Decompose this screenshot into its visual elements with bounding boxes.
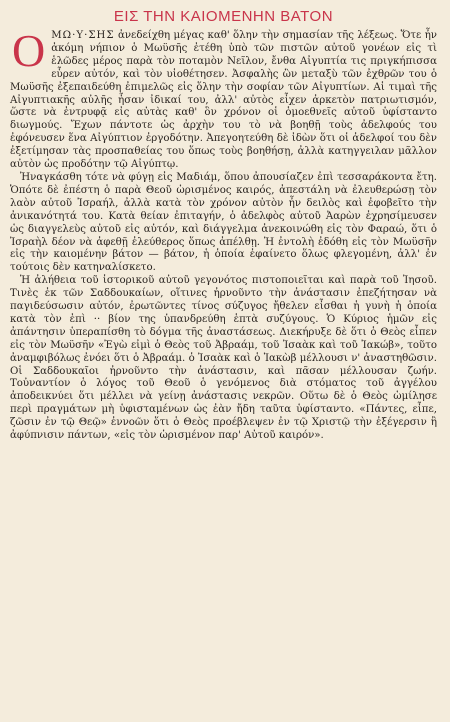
paragraph-1-lead: ΜΩ·Υ·ΣΗΣ [51,30,115,41]
paragraph-1 [10,25,437,172]
paragraph-1-text: ἀνεδείχθη μέγας καθ' ὅλην τὴν σημασίαν τῆς λέξεως. Ὅτε ἦν ἀκόμη νήπιον ὁ Μωϋσῆς ἐτέθη ὑπὸ τῶν πιστῶν αὐτοῦ γονέων εἰς τὶ ἑλῶδες μέρος παρὰ τὸν ποταμὸν Νεῖλον, ἔνθα Αἰγυπτία τις πριγκήπισσα εὗρεν αὐτόν, καὶ τὸν υἱοθέτησεν. Ἀσφαλὴς ὢν μεταξὺ τῶν ἐχθρῶν του ὁ Μωϋσῆς ἐξεπαιδεύθη ἐπιμελῶς εἰς ὅλην τὴν σοφίαν τῶν Αἰγυπτίων. Αἱ τιμαὶ τῆς Αἰγυπτιακῆς αὐλῆς ἦσαν ἰδικαί του, ἀλλ' αὐτὸς εἶχεν ἀρκετὸν πατριωτισμόν, ὥστε νὰ ἐντρυφᾷ εἰς αὐτὰς καθ' ὃν χρόνον οἱ ὁμοεθνεῖς αὐτοῦ ὑφίσταντο διωγμούς. Ἔχων πάντοτε ὡς ἀρχὴν του τὸ νὰ βοηθῇ τοὺς ἀδελφούς του ἐφόνευσεν ἕνα Αἰγύπτιον ἐργοδότην. Ἀπεγοητεύθη δὲ ἰδὼν ὅτι οἱ ἀδελφοί του δὲν ἐξετίμησαν τὰς προσπαθείας του ὅπως τοὺς βοηθήσῃ, ἀλλὰ κατηγγειλαν μᾶλλον αὐτὸν ὡς προδότην τῷ Αἰγύπτῳ. [10,30,437,171]
paragraph-2 [10,172,437,275]
article-title: ΕΙΣ ΤΗΝ ΚΑΙΟΜΕΝΗΝ ΒΑΤΟΝ [113,8,334,25]
paragraph-3-text: Ἡ ἀλήθεια τοῦ ἱστορικοῦ αὐτοῦ γεγονότος πιστοποιεῖται καὶ παρὰ τοῦ Ἰησοῦ. Τινὲς ἐκ τῶν Σαδδουκαίων, οἵτινες ἠρνοῦντο τὴν ἀνάστασιν ἐπεζήτησαν νὰ παγιδεύσωσιν αὐτόν, ἐρωτῶντες τίνος σύζυγος ἤθελεν εἶσθαι ἡ γυνὴ ἡ ὁποία κατὰ τὸν ἐπὶ ·· βίον της ὑπανδρεύθη ἑπτὰ συζύγους. Ὁ Κύριος ἡμῶν εἰς ἀπάντησιν ὑπεραπίσθη τὸ δόγμα τῆς ἀναστάσεως. Διεκήρυξε δὲ ὅτι ὁ Θεὸς εἶπεν εἰς τὸν Μωϋσῆν «Ἐγὼ εἰμὶ ὁ Θεὸς τοῦ Ἀβραάμ, τοῦ Ἰσαὰκ καὶ τοῦ Ἰακώβ», τοῦτο ἀναμφιβόλως ἐνόει ὅτι ὁ Ἀβραάμ. ὁ Ἰσαὰκ καὶ ὁ Ἰακὼβ μέλλουσι ν' ἀναστηθῶσιν. Οἱ Σαδδουκαῖοι ἠρνοῦντο τὴν ἀνάστασιν, καὶ πᾶσαν μέλλουσαν ζωήν. Τοὐναντίον ὁ λόγος τοῦ Θεοῦ ὁ γενόμενος διὰ στόματος τοῦ ἀγγέλου ἀποδεικνύει ὅτι μέλλει νὰ γείνῃ ἀνάστασις νεκρῶν. Οὕτω δὲ ὁ Θεὸς ὡμίλησε περὶ πραγμάτων μὴ ὑφισταμένων ὡς ἐὰν ἤδη ταῦτα ὑφίσταντο. «Πάντες, εἶπε, ζῶσιν ἐν τῷ Θεῷ» ἐννοῶν ὅτι ὁ Θεὸς προέβλεψεν ἐν τῷ Χριστῷ τὴν ἐξέγερσιν ἢ ἀφύπνισιν πάντων, «εἰς τὸν ὡρισμένον παρ' Αὐτοῦ καιρόν». [10,275,437,442]
paragraph-2-text: Ἠναγκάσθη τότε νὰ φύγῃ εἰς Μαδιάμ, ὅπου ἀπουσίαζεν ἐπὶ τεσσαράκοντα ἔτη. Ὁπότε δὲ ἐπέστη ὁ παρὰ Θεοῦ ὡρισμένος καιρός, ἀπεστάλη νὰ ἐλευθερώσῃ τὸν λαὸν αὐτοῦ Ἰσραήλ, ἀλλὰ κατὰ τὸν χρόνον αὐτὸν ἦν δειλὸς καὶ ἐφοβεῖτο τὴν ἀνικανότητά του. Κατὰ θείαν ἐπιταγήν, ὁ ἀδελφὸς αὐτοῦ Ἀαρὼν ἐχρησίμευσεν ὡς διαγγελεὺς αὐτοῦ εἰς αὐτόν, καὶ διάγγελμα ἀνεκοινώθη εἰς τὸν Φαραώ, ὅτι ὁ Ἰσραὴλ δέον νὰ ἀφεθῇ ἐλεύθερος ὅπως ἀπέλθῃ. Ἡ ἐντολὴ ἐδόθη εἰς τὸν Μωϋσῆν εἰς τὴν καιομένην βάτον — βάτον, ἡ ὁποία ἐφαίνετο ὅλως φλεγομένη, ἀλλ' ἐν τούτοις δὲν κατηναλίσκετο. [10,171,437,274]
article-body [10,25,437,443]
drop-cap-letter: Ο [12,25,46,76]
paragraph-3 [10,275,437,443]
